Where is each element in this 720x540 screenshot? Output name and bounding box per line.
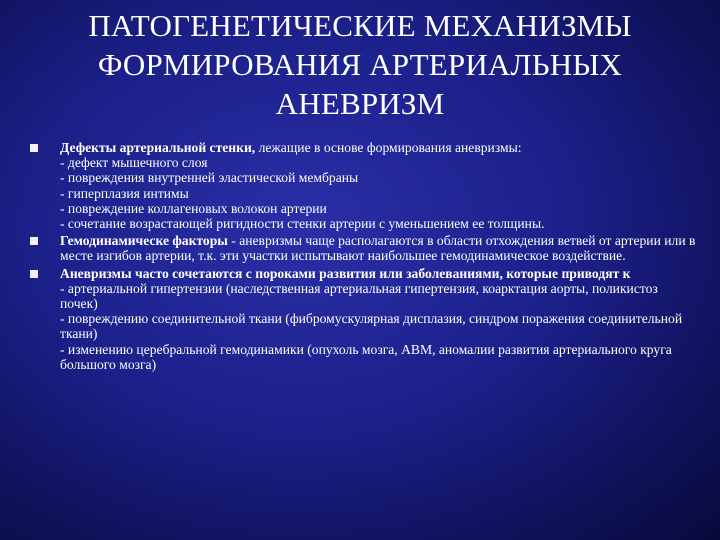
sub-item: - повреждение коллагеновых волокон артерии [60, 200, 327, 216]
slide-body [28, 140, 696, 374]
bullet-text: лежащие в основе формирования аневризмы: [255, 140, 522, 155]
bullet-lead: Дефекты артериальной стенки, [60, 140, 256, 155]
square-bullet-icon [30, 270, 38, 278]
title-line: ПАТОГЕНЕТИЧЕСКИЕ МЕХАНИЗМЫ [88, 8, 632, 43]
sub-item: - изменению церебральной гемодинамики (опухоль мозга, АВМ, аномалии развития артериального круга большого мозга) [60, 341, 672, 372]
title-line: ФОРМИРОВАНИЯ АРТЕРИАЛЬНЫХ [97, 47, 623, 82]
sub-item: - повреждения внутренней эластической мембраны [60, 170, 359, 186]
bullet-lead: Аневризмы часто сочетаются с пороками развития или заболеваниями, которые приводят к [60, 265, 631, 281]
slide-title [60, 6, 660, 123]
sub-item: - повреждению соединительной ткани (фибромускулярная дисплазия, синдром поражения соединительной ткани) [60, 311, 683, 342]
bullet-item-associated-conditions [28, 266, 696, 372]
bullet-item-wall-defects [28, 140, 696, 231]
sub-item: - дефект мышечного слоя [60, 155, 208, 171]
sub-item: - гиперплазия интимы [60, 185, 189, 201]
square-bullet-icon [30, 237, 38, 245]
bullet-lead: Гемодинамическе факторы [60, 233, 228, 249]
sub-item: - артериальной гипертензии (наследственная артериальная гипертензия, коарктация аорты, поликистоз почек) [60, 280, 658, 312]
bullet-item-hemodynamic-factors [28, 233, 696, 263]
title-line: АНЕВРИЗМ [275, 86, 445, 121]
sub-item: - сочетание возрастающей ригидности стенки артерии с уменьшением ее толщины. [60, 216, 545, 232]
square-bullet-icon [30, 144, 38, 152]
bullet-text: - аневризмы чаще располагаются в области отхождения ветвей от артерии или в месте изгибов артерии, т.к. эти участки испытывают наибольшее гемодинамическое воздействие. [60, 233, 696, 264]
